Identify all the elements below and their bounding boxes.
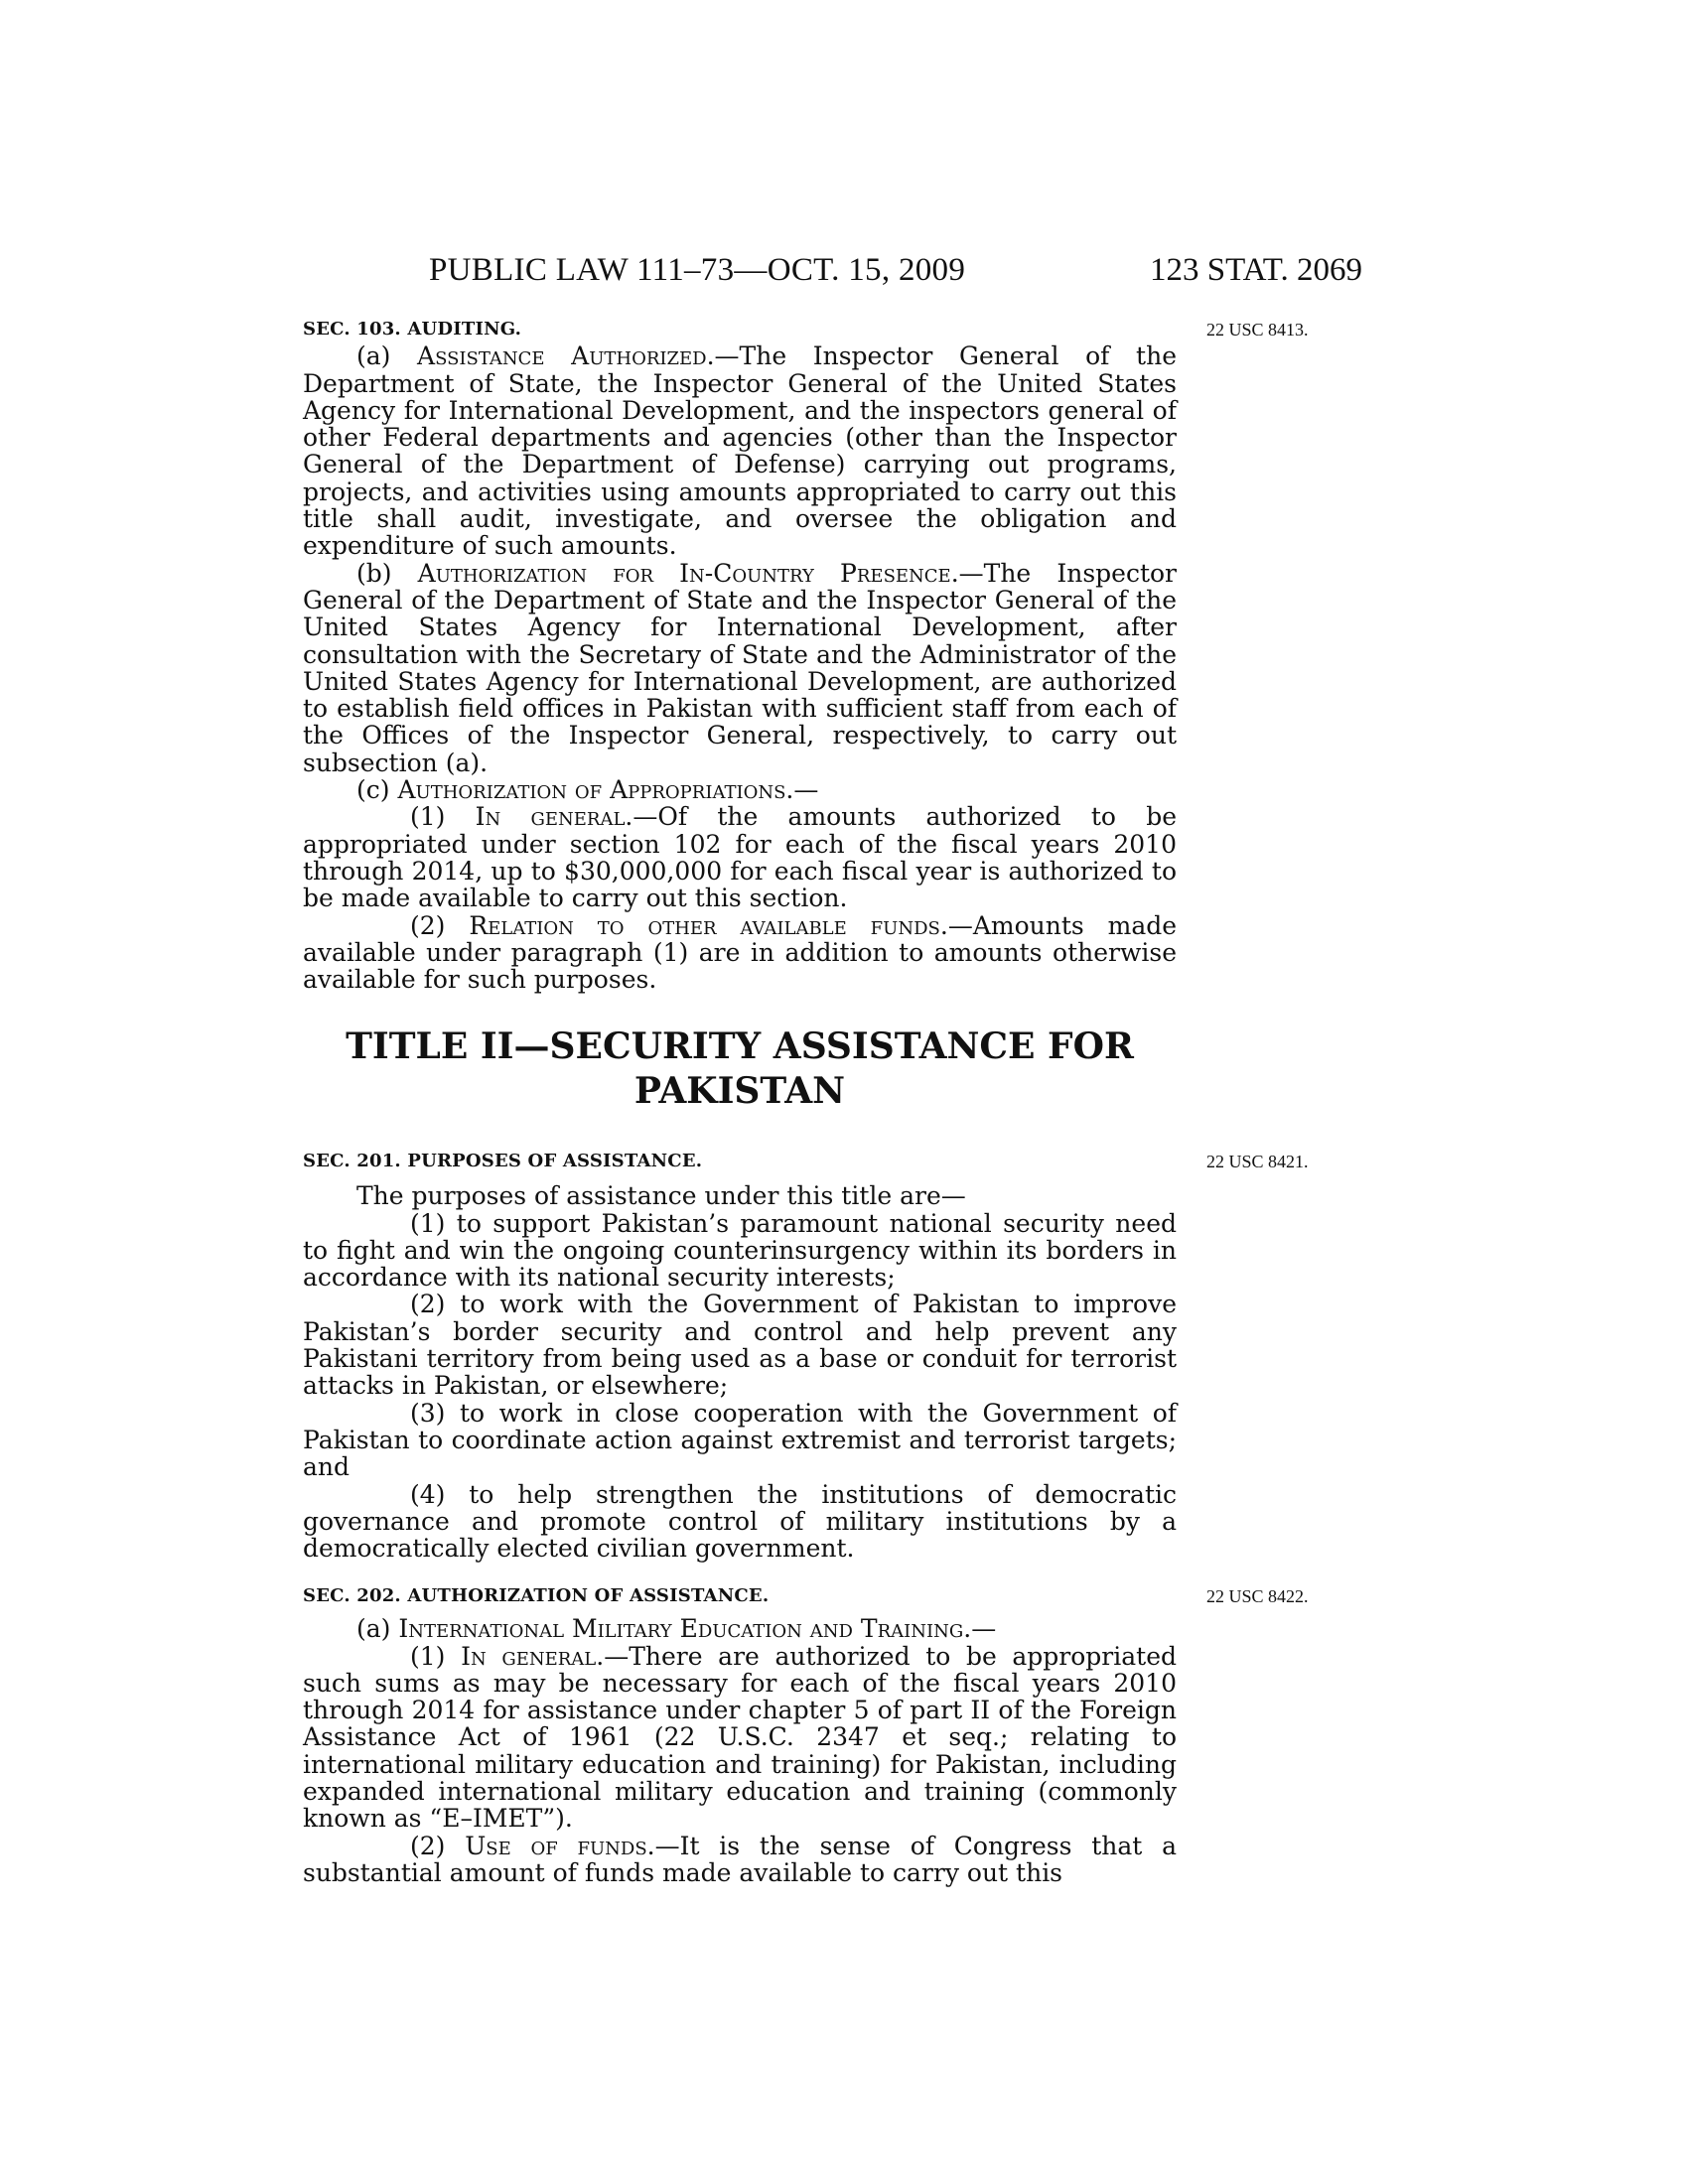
subsection-a-text: —The Inspector General of the Department of State, the Inspector General of the United States Agency for International Development, and the inspectors general of other Federal departments and agencies (other than the Inspector General of the Department of Defense) carrying out programs, projects, and activities using amounts appropriated to carry out this title shall audit, investigate, and oversee the obligation and expenditure of such amounts. [303,341,1177,561]
paragraph-a1-text: —There are authorized to be appropriated such sums as may be necessary for each of the fiscal years 2010 through 2014 for assistance under chapter 5 of part II of the Foreign Assistance Act of 1961 (22 U.S.C. 2347 et seq.; relating to international military education and training) for Pakistan, including expanded international military education and training (commonly known as “E–IMET”). [303,1641,1178,1834]
section-201-purpose-3: (3) to work in close cooperation with the Government of Pakistan to coordinate action against extremist and terrorist targets; and [303,1398,1177,1482]
section-202 [303,1582,1177,1886]
paragraph-a1-label: (1) [410,1641,462,1671]
section-201-purpose-1: (1) to support Pakistan’s paramount national security need to fight and win the ongoing counterinsurgency within its borders in accordance with its national security interests; [303,1208,1177,1293]
margin-note-sec-103: 22 USC 8413. [1206,320,1309,340]
stat-reference: 123 STAT. 2069 [1150,252,1363,288]
section-202-paragraph-a2 [303,1833,1177,1887]
paragraph-c2-text: —Amounts made available under paragraph (1) are in addition to amounts otherwise available for such purposes. [303,910,1178,995]
section-201-intro: The purposes of assistance under this title are— [356,1181,966,1211]
section-202-paragraph-a1 [303,1643,1177,1833]
section-201-heading: SEC. 201. PURPOSES OF ASSISTANCE. [303,1151,703,1171]
paragraph-a1-caption: In general. [461,1641,605,1671]
paragraph-a2-label: (2) [410,1831,466,1860]
section-103-subsection-a [303,342,1177,559]
subsection-a-label: (a) [356,341,418,371]
subsection-c-caption: Authorization of Appropriations. [397,775,794,805]
paragraph-c1-caption: In general. [475,802,633,832]
section-202-subsection-a [303,1615,1177,1642]
section-202-heading: SEC. 202. AUTHORIZATION OF ASSISTANCE. [303,1585,770,1606]
paragraph-a2-text: —It is the sense of Congress that a substantial amount of funds made available to carry out this [303,1831,1177,1887]
section-103-heading: SEC. 103. AUDITING. [303,319,522,340]
paragraph-c1-label: (1) [410,802,476,832]
section-201 [303,1148,1177,1562]
paragraph-c1-text: —Of the amounts authorized to be appropriated under section 102 for each of the fiscal years 2010 through 2014, up to $30,000,000 for each fiscal year is authorized to be made available to carry out this section. [303,802,1178,913]
title-line-2: PAKISTAN [633,1070,846,1112]
subsection-c-text: — [793,775,819,805]
subsection-a-text: — [971,1614,997,1644]
paragraph-c2-caption: Relation to other available funds. [469,910,948,940]
subsection-a-caption: International Military Education and Training. [398,1614,972,1644]
section-201-purpose-4: (4) to help strengthen the institutions of democratic governance and promote control of military institutions by a democratically elected civilian government. [303,1479,1177,1564]
title-heading [303,1024,1177,1114]
subsection-b-label: (b) [356,558,418,588]
section-103-paragraph-c1 [303,803,1177,911]
subsection-a-label: (a) [356,1614,399,1644]
paragraph-c2-label: (2) [410,910,470,940]
section-201-purpose-2: (2) to work with the Government of Pakistan to improve Pakistan’s border security and control and help prevent any Pakistani territory from being used as a base or conduit for terrorist attacks in Pakistan, or elsewhere; [303,1290,1177,1401]
title-line-1: TITLE II—SECURITY ASSISTANCE FOR [346,1025,1134,1067]
margin-note-sec-202: 22 USC 8422. [1206,1586,1309,1606]
running-head: PUBLIC LAW 111–73—OCT. 15, 2009 [429,252,966,288]
subsection-b-text: —The Inspector General of the Department of State and the Inspector General of the United States Agency for International Development, after consultation with the Secretary of State and the Administrator of the United States Agency for International Development, are authorized to establish field offices in Pakistan with sufficient staff from each of the Offices of the Inspector General, respectively, to carry out subsection (a). [303,558,1177,777]
paragraph-a2-caption: Use of funds. [465,1831,655,1860]
section-103-subsection-c [303,776,1177,803]
section-103-subsection-b [303,560,1177,776]
subsection-b-caption: Authorization for In-Country Presence. [417,558,959,588]
subsection-c-label: (c) [356,775,398,805]
section-103-paragraph-c2 [303,912,1177,994]
subsection-a-caption: Assistance Authorized. [417,341,715,371]
section-103 [303,316,1177,993]
margin-note-sec-201: 22 USC 8421. [1206,1152,1309,1171]
